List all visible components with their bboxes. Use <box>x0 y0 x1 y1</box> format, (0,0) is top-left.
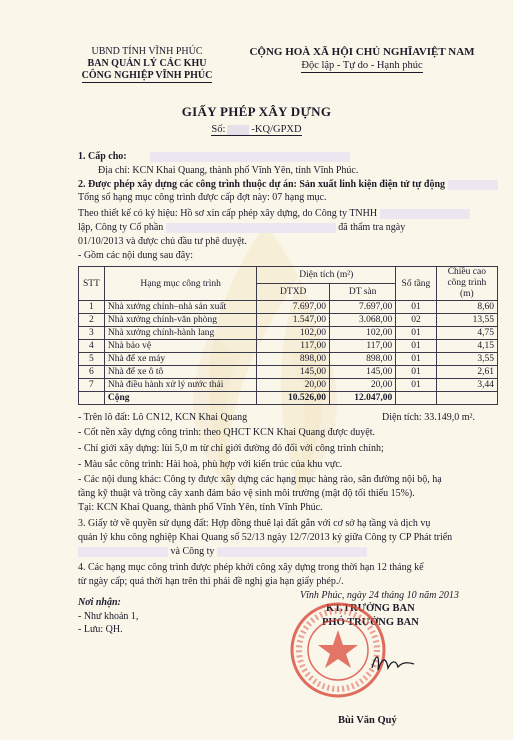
lot-area: Diện tích: 33.149,0 m². <box>382 412 475 423</box>
header-dtxd: DTXD <box>257 284 330 301</box>
design-line2 <box>78 222 405 234</box>
row-height: 13,55 <box>436 314 497 327</box>
row-floors: 01 <box>396 379 437 392</box>
section-3-line3-text: và Công ty <box>170 546 215 557</box>
row-floors: 02 <box>396 314 437 327</box>
row-dtsan: 117,00 <box>330 340 396 353</box>
design-line1 <box>78 208 470 220</box>
section-3-line2: quản lý khu công nghiệp Khai Quang số 52/13 ngày 12/7/2013 ký giữa Công ty CP Phát triển <box>78 532 453 543</box>
table-row <box>79 379 498 392</box>
redacted-recipient <box>150 152 350 162</box>
table-row <box>79 301 498 314</box>
row-dtsan: 3.068,00 <box>330 314 396 327</box>
document-number <box>0 124 513 136</box>
national-title: CỘNG HOÀ XÃ HỘI CHỦ NGHĨAVIỆT NAM <box>249 46 475 58</box>
recipient-1: - Như khoản 1, <box>78 611 139 622</box>
table-row <box>79 327 498 340</box>
other-content-line2: tầng kỹ thuật và trồng cây xanh đảm bảo vệ sinh môi trường (mật độ tối thiểu 15%). <box>78 488 415 499</box>
row-dtxd: 145,00 <box>257 366 330 379</box>
table-body <box>79 301 498 392</box>
redacted-designer <box>380 209 470 219</box>
number-suffix: -KQ/GPXD <box>251 124 302 135</box>
floor-level-line: - Cốt nền xây dựng công trình: theo QHCT KCN Khai Quang được duyệt. <box>78 427 376 438</box>
row-name: Nhà để xe máy <box>104 353 257 366</box>
total-floors-blank <box>396 392 437 405</box>
row-height: 3,44 <box>436 379 497 392</box>
redacted-reviewer <box>166 223 336 233</box>
row-dtsan: 145,00 <box>330 366 396 379</box>
row-dtxd: 898,00 <box>257 353 330 366</box>
project-name: Sản xuất linh kiện điện tử tự động <box>299 179 446 190</box>
issuer-line1: UBND TỈNH VĨNH PHÚC <box>91 46 203 57</box>
issuer-line3: CÔNG NGHIỆP VĨNH PHÚC <box>81 70 213 81</box>
color-line: - Màu sắc công trình: Hài hoà, phù hợp với kiến trúc của khu vực. <box>78 459 343 470</box>
section-2 <box>78 179 498 191</box>
row-floors: 01 <box>396 353 437 366</box>
section-1: 1. Cấp cho: <box>78 151 127 162</box>
table-total-row <box>79 392 498 405</box>
row-dtxd: 1.547,00 <box>257 314 330 327</box>
recipients-title: Nơi nhận: <box>78 597 121 608</box>
row-stt: 6 <box>79 366 105 379</box>
row-floors: 01 <box>396 301 437 314</box>
signer-title-2: PHÓ TRƯỞNG BAN <box>322 617 419 628</box>
row-stt: 3 <box>79 327 105 340</box>
section-4-line1: 4. Các hạng mục công trình được phép khởi công xây dựng trong thời hạn 12 tháng kể <box>78 562 424 573</box>
design-line2-end: đã thẩm tra ngày <box>338 222 406 233</box>
row-stt: 5 <box>79 353 105 366</box>
national-motto: Độc lập - Tự do - Hạnh phúc <box>301 60 423 71</box>
row-dtsan: 898,00 <box>330 353 396 366</box>
total-label: Cộng <box>104 392 257 405</box>
signature-icon <box>368 648 418 676</box>
row-height: 3,55 <box>436 353 497 366</box>
signer-name: Bùi Văn Quý <box>338 715 397 726</box>
works-table <box>78 266 498 405</box>
row-floors: 01 <box>396 366 437 379</box>
row-stt: 1 <box>79 301 105 314</box>
table-row <box>79 366 498 379</box>
design-line1-text: Theo thiết kế có ký hiệu: Hồ sơ xin cấp phép xây dựng, do Công ty TNHH <box>78 208 378 219</box>
national-header <box>232 46 492 73</box>
total-dtxd: 10.526,00 <box>257 392 330 405</box>
design-line3: 01/10/2013 và được chủ đầu tư phê duyệt. <box>78 236 247 247</box>
row-height: 4,75 <box>436 327 497 340</box>
lot-line: - Trên lô đất: Lô CN12, KCN Khai Quang <box>78 412 248 423</box>
row-height: 2,61 <box>436 366 497 379</box>
section-3-line3 <box>78 546 367 558</box>
location-line: Tại: KCN Khai Quang, thành phố Vĩnh Yên, tỉnh Vĩnh Phúc. <box>78 502 323 513</box>
header-stt: STT <box>79 267 105 301</box>
total-blank <box>79 392 105 405</box>
row-dtsan: 7.697,00 <box>330 301 396 314</box>
redacted-project <box>448 180 498 190</box>
recipient-2: - Lưu: QH. <box>78 624 123 635</box>
row-name: Nhà xưởng chính–nhà sản xuất <box>104 301 257 314</box>
table-row <box>79 340 498 353</box>
total-dtsan: 12.047,00 <box>330 392 396 405</box>
redacted-number <box>227 125 249 135</box>
row-name: Nhà xưởng chính-văn phòng <box>104 314 257 327</box>
content-intro: - Gồm các nội dung sau đây: <box>78 250 193 261</box>
row-stt: 4 <box>79 340 105 353</box>
issuer-header <box>62 46 232 83</box>
design-line2-text: lập, Công ty Cổ phần <box>78 222 164 233</box>
row-floors: 01 <box>396 340 437 353</box>
signer-title-1: KT.TRƯỞNG BAN <box>326 603 415 614</box>
row-dtsan: 20,00 <box>330 379 396 392</box>
issuer-line2: BAN QUẢN LÝ CÁC KHU <box>87 58 207 69</box>
header-dtsan: DT sàn <box>330 284 396 301</box>
redacted-party-a <box>78 547 168 557</box>
row-dtxd: 7.697,00 <box>257 301 330 314</box>
row-height: 4,15 <box>436 340 497 353</box>
row-dtsan: 102,00 <box>330 327 396 340</box>
row-name: Nhà điều hành xử lý nước thải <box>104 379 257 392</box>
row-name: Nhà xưởng chính-hành lang <box>104 327 257 340</box>
row-stt: 2 <box>79 314 105 327</box>
row-floors: 01 <box>396 327 437 340</box>
other-content-line1: - Các nội dung khác: Công ty được xây dựng các hạng mục hàng rào, sân đường nội bộ, hạ <box>78 474 442 485</box>
header-floors: Số tầng <box>396 267 437 301</box>
row-dtxd: 117,00 <box>257 340 330 353</box>
row-height: 8,60 <box>436 301 497 314</box>
row-dtxd: 102,00 <box>257 327 330 340</box>
total-items: Tổng số hạng mục công trình được cấp đợt này: 07 hạng mục. <box>78 192 327 203</box>
section-2-label: 2. Được phép xây dựng các công trình thuộc dự án: <box>78 179 300 190</box>
section-3-line1: 3. Giấy tờ về quyền sử dụng đất: Hợp đồng thuê lại đất gắn với cơ sở hạ tầng và dịch vụ <box>78 518 431 529</box>
setback-line: - Chỉ giới xây dựng: lùi 5,0 m từ chỉ giới đường đỏ đối với công trình chính; <box>78 443 384 454</box>
section-4-line2: từ ngày cấp; quá thời hạn trên thì phải đề nghị gia hạn giấy phép./. <box>78 576 344 587</box>
document-title: GIẤY PHÉP XÂY DỰNG <box>181 104 332 119</box>
header-area: Diện tích (m²) <box>257 267 396 284</box>
table-header-row <box>79 267 498 284</box>
header-height: Chiều cao công trình (m) <box>436 267 497 301</box>
number-prefix: Số: <box>211 124 226 135</box>
issue-date: Vĩnh Phúc, ngày 24 tháng 10 năm 2013 <box>300 590 459 601</box>
total-height-blank <box>436 392 497 405</box>
recipient-address: Địa chỉ: KCN Khai Quang, thành phố Vĩnh Yên, tỉnh Vĩnh Phúc. <box>98 165 359 176</box>
row-stt: 7 <box>79 379 105 392</box>
table-row <box>79 314 498 327</box>
row-name: Nhà bảo vệ <box>104 340 257 353</box>
table-row <box>79 353 498 366</box>
row-name: Nhà để xe ô tô <box>104 366 257 379</box>
row-dtxd: 20,00 <box>257 379 330 392</box>
header-item: Hạng mục công trình <box>104 267 257 301</box>
redacted-party-b <box>217 547 367 557</box>
